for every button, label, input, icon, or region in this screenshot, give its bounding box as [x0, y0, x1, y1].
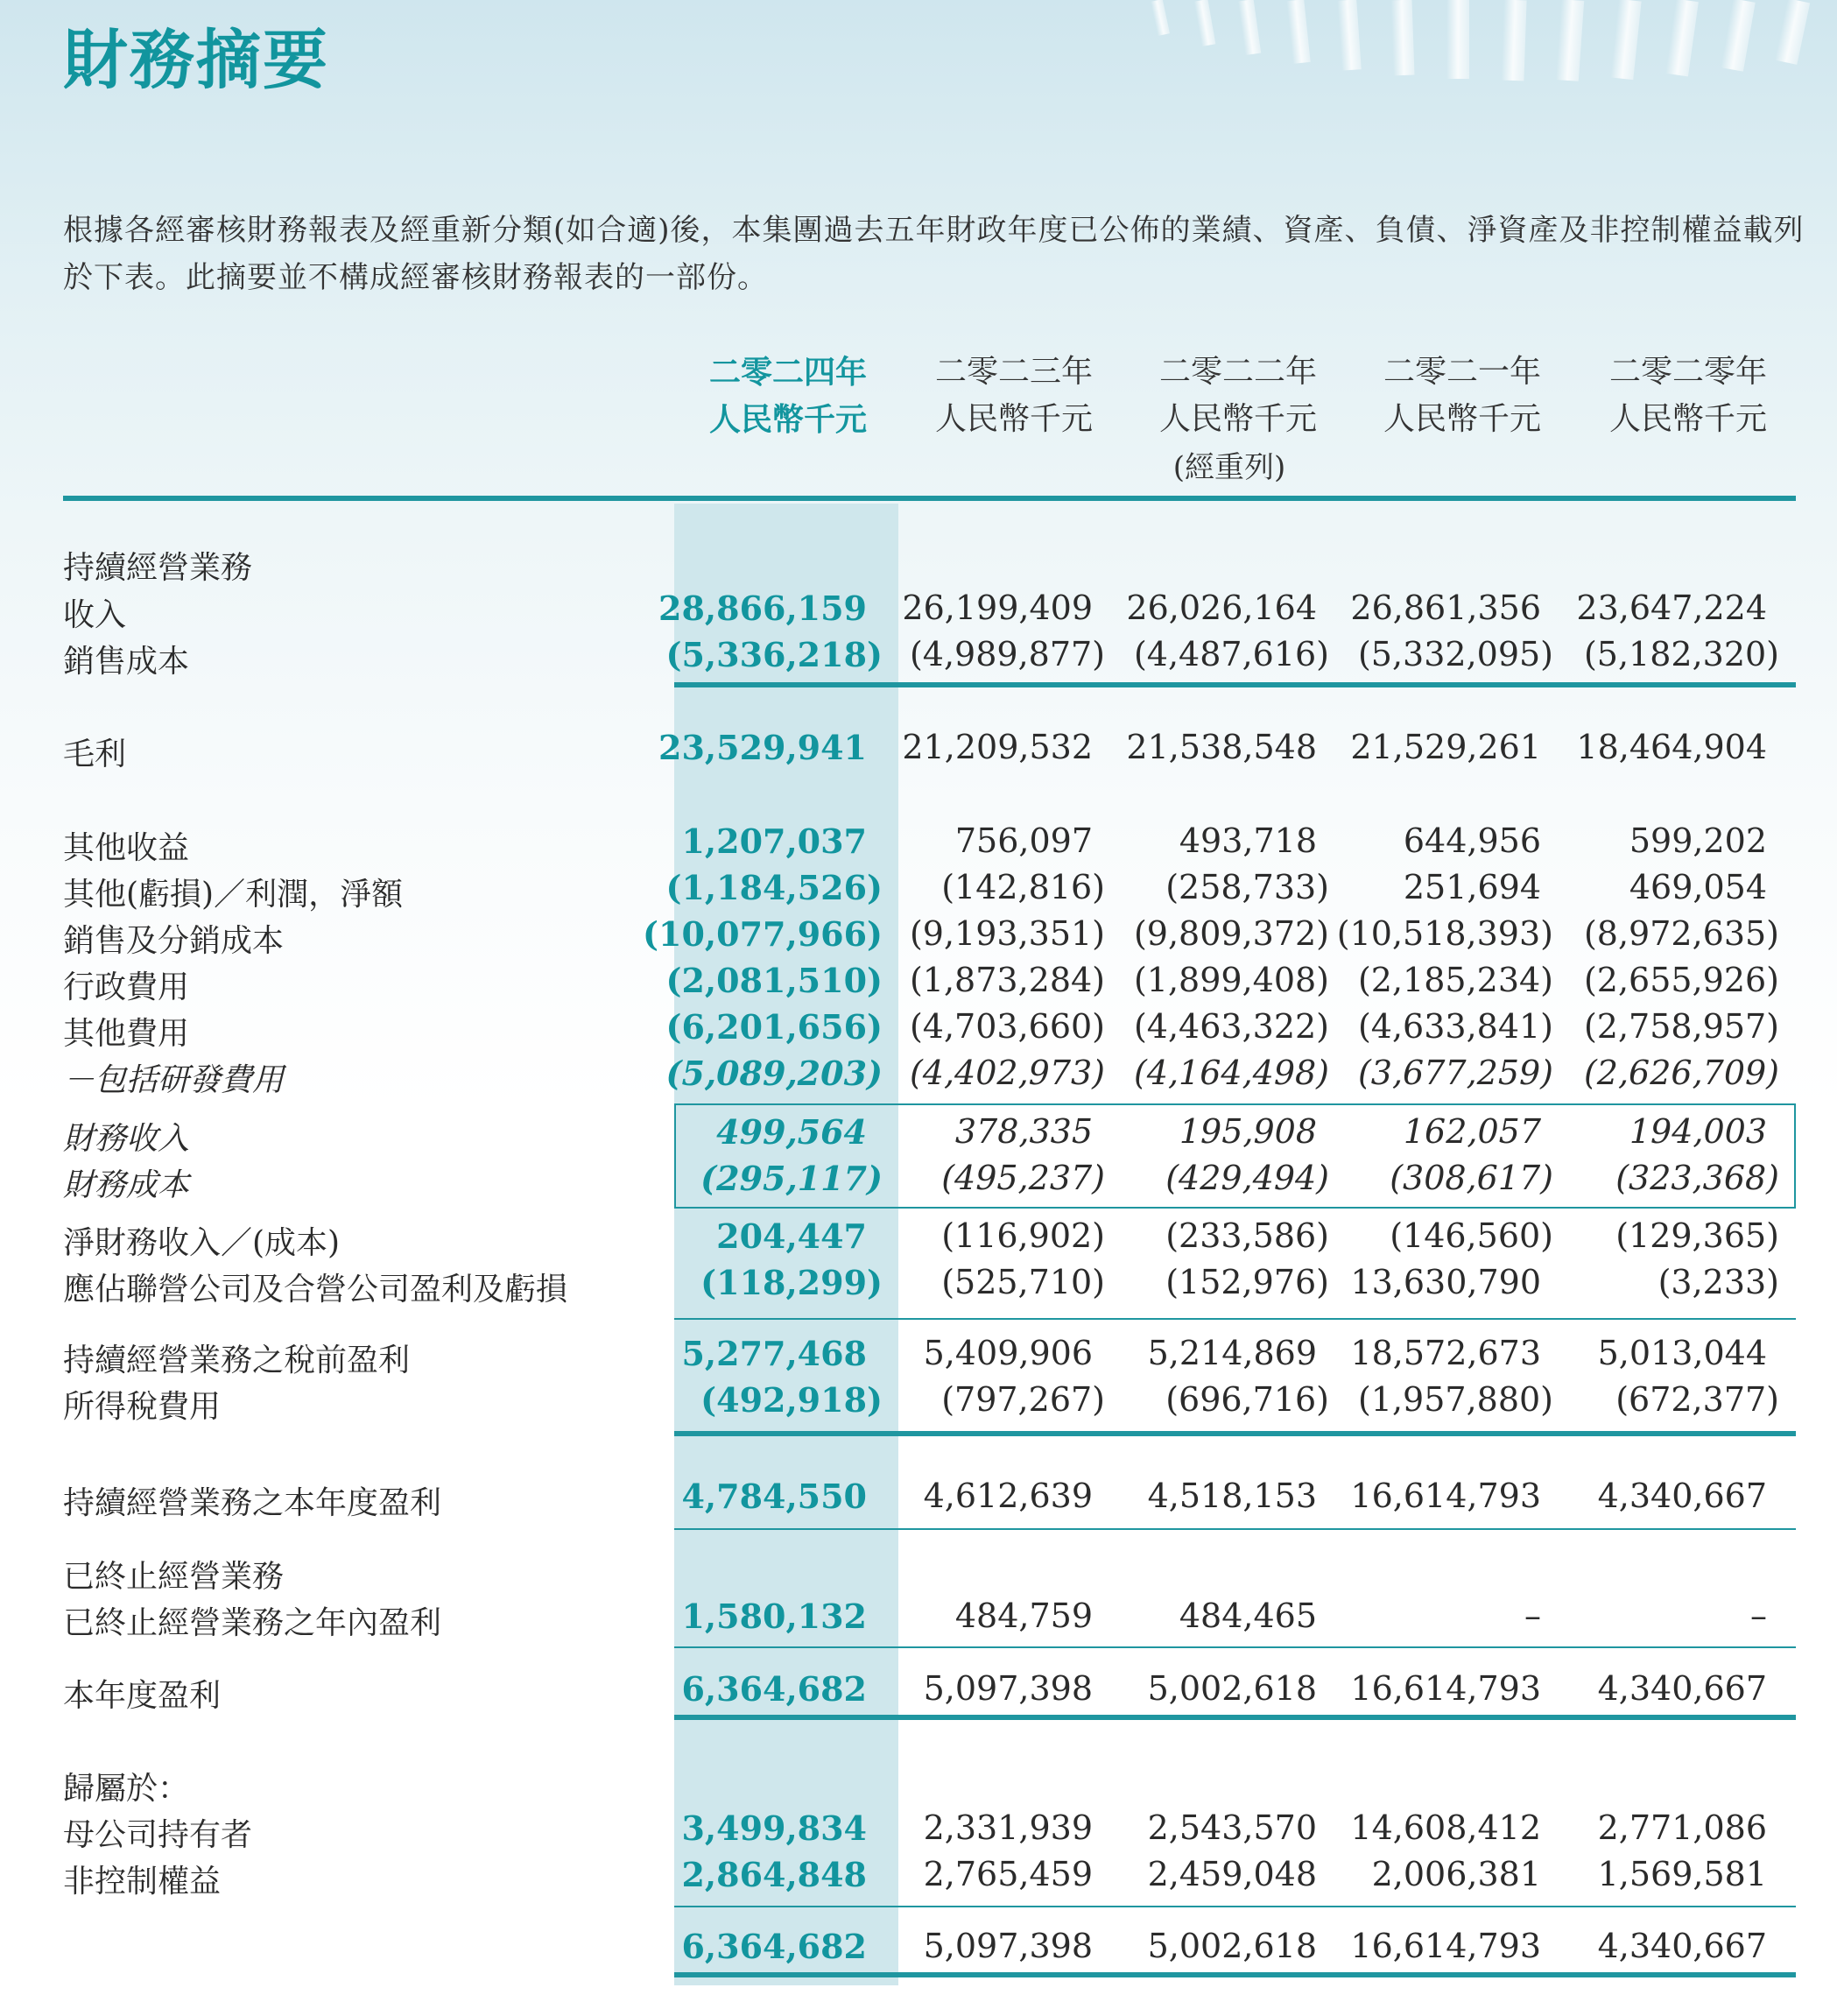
row-value: (5,332,095): [1357, 635, 1553, 673]
table-rule: [674, 682, 1796, 687]
row-value: 14,608,412: [1350, 1808, 1541, 1847]
row-value: 26,861,356: [1350, 589, 1541, 627]
row-value: 2,543,570: [1147, 1808, 1317, 1847]
row-value: (5,089,203): [665, 1054, 883, 1093]
row-value: 469,054: [1629, 868, 1767, 906]
row-value: 162,057: [1403, 1112, 1541, 1151]
row-value: 4,612,639: [923, 1477, 1093, 1515]
row-label: 所得稅費用: [63, 1389, 222, 1425]
row-value: 5,097,398: [923, 1669, 1093, 1708]
row-value: 6,364,682: [681, 1927, 867, 1966]
row-value: (258,733): [1165, 868, 1329, 906]
table-rule: [674, 1972, 1796, 1977]
header-decoration: [1119, 0, 1837, 114]
row-value: 26,199,409: [902, 589, 1093, 627]
row-value: (10,077,966): [643, 914, 883, 954]
row-label: 本年度盈利: [63, 1678, 222, 1714]
row-value: (4,463,322): [1133, 1007, 1329, 1046]
row-label: 銷售成本: [63, 644, 190, 680]
row-value: 195,908: [1179, 1112, 1317, 1151]
row-value: 644,956: [1403, 821, 1541, 860]
row-value: (295,117): [700, 1159, 883, 1198]
row-value: (142,816): [941, 868, 1105, 906]
row-value: 5,013,044: [1597, 1334, 1767, 1372]
row-value: 499,564: [716, 1112, 867, 1152]
row-value: (9,193,351): [909, 914, 1105, 953]
row-label: －包括研發費用: [63, 1062, 285, 1098]
row-value: (129,365): [1615, 1216, 1779, 1255]
row-value: (1,899,408): [1133, 961, 1329, 999]
page-title: 財務摘要: [63, 23, 329, 98]
row-label: 淨財務收入／(成本): [63, 1225, 341, 1261]
table-rule: [674, 1646, 1796, 1648]
row-value: (495,237): [941, 1159, 1105, 1197]
column-header-year: 二零二零年: [1608, 354, 1767, 390]
column-header-note: (經重列): [1172, 450, 1286, 485]
row-value: 28,866,159: [658, 589, 867, 628]
row-value: 4,340,667: [1597, 1477, 1767, 1515]
row-value: 5,277,468: [681, 1334, 867, 1373]
row-value: (4,164,498): [1133, 1054, 1329, 1092]
row-label: 財務成本: [63, 1167, 190, 1203]
row-value: 1,580,132: [681, 1597, 867, 1636]
row-value: 5,002,618: [1147, 1669, 1317, 1708]
row-label: 已終止經營業務: [63, 1559, 285, 1595]
row-value: (308,617): [1390, 1159, 1553, 1197]
row-value: 26,026,164: [1126, 589, 1317, 627]
row-value: 2,765,459: [923, 1855, 1093, 1893]
row-value: (146,560): [1390, 1216, 1553, 1255]
row-value: (797,267): [941, 1380, 1105, 1419]
row-value: 2,459,048: [1147, 1855, 1317, 1893]
column-header-unit: 人民幣千元: [1608, 401, 1767, 437]
row-value: (2,655,926): [1583, 961, 1779, 999]
row-label: 母公司持有者: [63, 1817, 253, 1853]
row-value: 18,464,904: [1576, 728, 1767, 766]
row-label: 其他(虧損)／利潤，淨額: [63, 877, 404, 913]
row-label: 毛利: [63, 737, 127, 772]
row-label: 非控制權益: [63, 1864, 222, 1900]
column-header-year: 二零二四年: [708, 354, 867, 391]
row-value: (2,626,709): [1583, 1054, 1779, 1092]
row-value: (1,957,880): [1357, 1380, 1553, 1419]
row-value: (2,081,510): [665, 961, 883, 1000]
column-header-unit: 人民幣千元: [934, 401, 1093, 437]
intro-paragraph: 根據各經審核財務報表及經重新分類(如合適)後，本集團過去五年財政年度已公佈的業績、資產、負債、淨資產及非控制權益載列於下表。此摘要並不構成經審核財務報表的一部份。: [63, 213, 1805, 295]
row-value: (10,518,393): [1336, 914, 1553, 953]
row-value: 4,340,667: [1597, 1669, 1767, 1708]
row-value: (9,809,372): [1133, 914, 1329, 953]
row-value: (429,494): [1165, 1159, 1329, 1197]
row-value: (233,586): [1165, 1216, 1329, 1255]
row-value: 18,572,673: [1350, 1334, 1541, 1372]
table-rule: [674, 1715, 1796, 1720]
row-value: 204,447: [716, 1216, 867, 1256]
table-rule: [674, 1906, 1796, 1907]
column-header-unit: 人民幣千元: [1158, 401, 1317, 437]
row-label: 應佔聯營公司及合營公司盈利及虧損: [63, 1272, 568, 1308]
row-value: (525,710): [941, 1263, 1105, 1301]
row-value: 4,784,550: [681, 1477, 867, 1516]
row-value: (4,633,841): [1357, 1007, 1553, 1046]
row-value: 599,202: [1629, 821, 1767, 860]
row-value: 2,006,381: [1371, 1855, 1541, 1893]
row-value: 16,614,793: [1350, 1927, 1541, 1965]
row-label: 財務收入: [63, 1121, 190, 1157]
row-value: (1,873,284): [909, 961, 1105, 999]
row-value: (1,184,526): [665, 868, 883, 907]
row-label: 銷售及分銷成本: [63, 923, 285, 959]
row-value: 1,569,581: [1597, 1855, 1767, 1893]
row-value: (116,902): [941, 1216, 1105, 1255]
row-value: –: [1750, 1597, 1767, 1635]
row-value: 23,647,224: [1576, 589, 1767, 627]
row-value: 484,759: [954, 1597, 1093, 1635]
row-value: (8,972,635): [1583, 914, 1779, 953]
column-header-unit: 人民幣千元: [1383, 401, 1541, 437]
row-value: (696,716): [1165, 1380, 1329, 1419]
row-value: 2,864,848: [681, 1855, 867, 1894]
row-value: 4,340,667: [1597, 1927, 1767, 1965]
row-value: (118,299): [700, 1263, 883, 1302]
row-value: 4,518,153: [1147, 1477, 1317, 1515]
row-value: 194,003: [1629, 1112, 1767, 1151]
column-header-year: 二零二二年: [1158, 354, 1317, 390]
row-value: 251,694: [1403, 868, 1541, 906]
row-value: (672,377): [1615, 1380, 1779, 1419]
row-value: 484,465: [1179, 1597, 1317, 1635]
row-label: 已終止經營業務之年內盈利: [63, 1605, 442, 1641]
row-value: 5,097,398: [923, 1927, 1093, 1965]
row-value: 21,529,261: [1350, 728, 1541, 766]
row-value: 16,614,793: [1350, 1669, 1541, 1708]
row-value: 1,207,037: [681, 821, 867, 861]
row-value: 2,331,939: [923, 1808, 1093, 1847]
row-label: 歸屬於：: [63, 1771, 190, 1807]
row-value: (152,976): [1165, 1263, 1329, 1301]
row-value: 378,335: [954, 1112, 1093, 1151]
table-rule: [674, 1528, 1796, 1530]
row-value: (2,185,234): [1357, 961, 1553, 999]
row-value: (492,918): [700, 1380, 883, 1420]
row-value: 21,209,532: [902, 728, 1093, 766]
row-value: 5,409,906: [923, 1334, 1093, 1372]
row-value: (3,677,259): [1357, 1054, 1553, 1092]
row-value: (4,402,973): [909, 1054, 1105, 1092]
row-value: 16,614,793: [1350, 1477, 1541, 1515]
row-value: (2,758,957): [1583, 1007, 1779, 1046]
row-label: 持續經營業務之本年度盈利: [63, 1485, 442, 1521]
row-value: 2,771,086: [1597, 1808, 1767, 1847]
row-label: 持續經營業務之稅前盈利: [63, 1343, 411, 1378]
row-label: 其他收益: [63, 830, 190, 866]
row-value: (6,201,656): [665, 1007, 883, 1047]
row-value: (5,336,218): [665, 635, 883, 674]
row-label: 收入: [63, 597, 127, 633]
row-value: 5,002,618: [1147, 1927, 1317, 1965]
row-value: 13,630,790: [1350, 1263, 1541, 1301]
row-value: 493,718: [1179, 821, 1317, 860]
row-label: 持續經營業務: [63, 550, 253, 586]
row-label: 行政費用: [63, 969, 190, 1005]
row-value: 5,214,869: [1147, 1334, 1317, 1372]
column-header-year: 二零二一年: [1383, 354, 1541, 390]
column-header-year: 二零二三年: [934, 354, 1093, 390]
row-value: 21,538,548: [1126, 728, 1317, 766]
row-value: 6,364,682: [681, 1669, 867, 1709]
row-value: 23,529,941: [658, 728, 867, 767]
row-value: –: [1524, 1597, 1541, 1635]
column-header-unit: 人民幣千元: [708, 401, 867, 438]
row-value: (4,487,616): [1133, 635, 1329, 673]
row-value: (5,182,320): [1583, 635, 1779, 673]
row-value: (4,703,660): [909, 1007, 1105, 1046]
row-value: 756,097: [954, 821, 1093, 860]
row-value: (323,368): [1615, 1159, 1779, 1197]
row-label: 其他費用: [63, 1016, 190, 1052]
table-rule: [674, 1318, 1796, 1320]
row-value: 3,499,834: [681, 1808, 867, 1848]
row-value: (3,233): [1658, 1263, 1779, 1301]
row-value: (4,989,877): [909, 635, 1105, 673]
table-rule: [674, 1431, 1796, 1436]
table-rule: [63, 496, 1796, 501]
